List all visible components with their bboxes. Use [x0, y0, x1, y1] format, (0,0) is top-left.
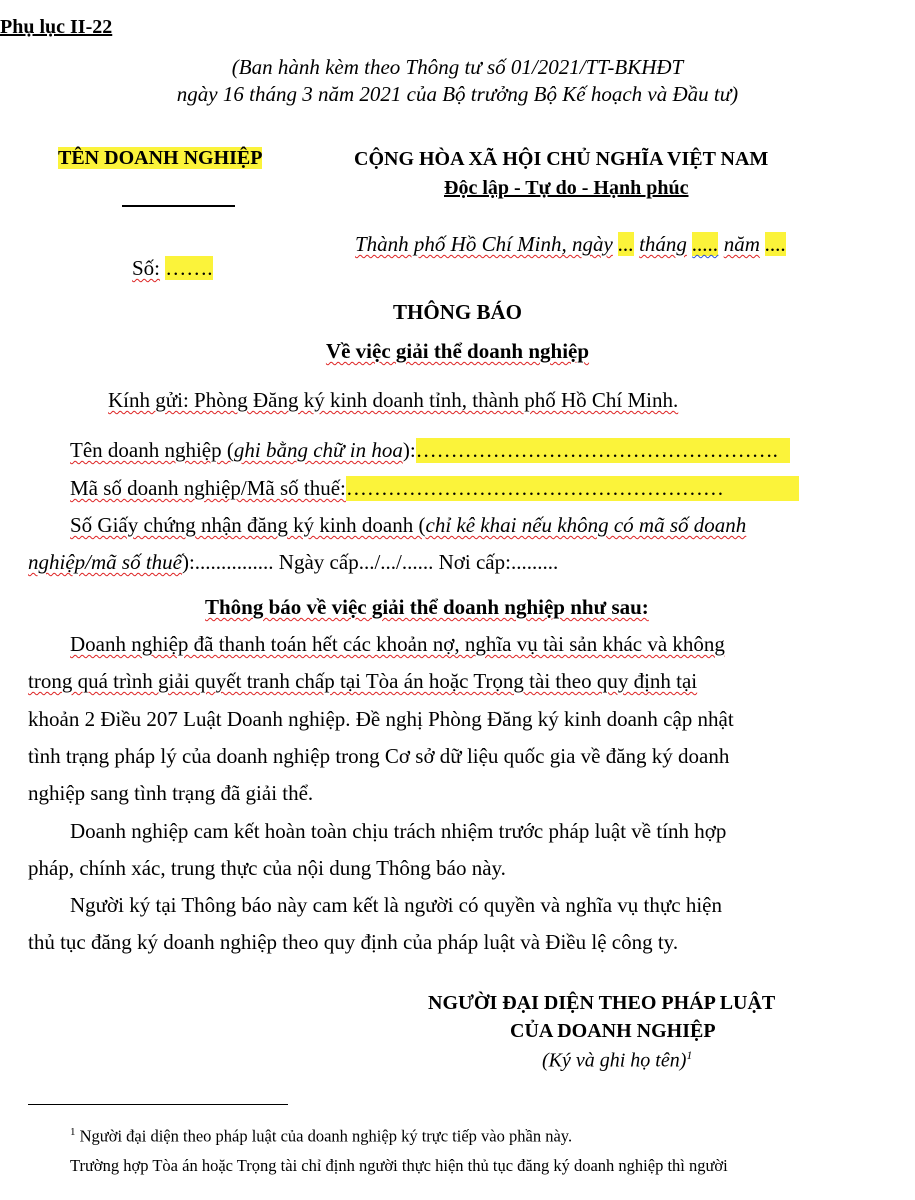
section-heading [205, 595, 649, 620]
tax-code-label: Mã số doanh nghiệp/Mã số thuế: [70, 476, 346, 500]
day-value: ... [618, 232, 634, 256]
company-name-suffix: ): [402, 438, 416, 462]
company-name-placeholder [58, 147, 262, 170]
p1-line-4: tình trạng pháp lý của doanh nghiệp trong Cơ sở dữ liệu quốc gia về đăng ký doanh [28, 744, 730, 768]
notice-subtitle [0, 339, 915, 364]
p3-line-2: thủ tục đăng ký doanh nghiệp theo quy định của pháp luật và Điều lệ công ty. [28, 930, 679, 954]
notice-subtitle-text: Về việc giải thể doanh nghiệp [325, 339, 590, 363]
p1-line-2-text: trong quá trình giải quyết tranh chấp tại Tòa án hoặc Trọng tài theo quy định tại [28, 669, 698, 693]
company-name-label: Tên doanh nghiệp ( [70, 438, 234, 462]
company-underline [122, 205, 235, 207]
motto [444, 177, 688, 200]
p1-line-1 [70, 632, 725, 657]
notice-title: THÔNG BÁO [393, 300, 522, 324]
p1-line-2 [28, 669, 697, 694]
tax-code-field [70, 476, 799, 501]
month-value: ..... [692, 232, 719, 256]
month-label: tháng [639, 232, 687, 256]
motto-text: Độc lập - Tự do - Hạnh phúc [444, 177, 689, 199]
issued-line-2: ngày 16 tháng 3 năm 2021 của Bộ trưởng Bộ Kế hoạch và Đầu tư) [176, 82, 739, 106]
company-name-hint: ghi bằng chữ in hoa [233, 438, 403, 462]
signature-note-text: (Ký và ghi họ tên) [542, 1049, 687, 1072]
number-value: ……. [165, 256, 213, 280]
footnote-text-1: Người đại diện theo pháp luật của doanh nghiệp ký trực tiếp vào phần này. [75, 1126, 573, 1146]
year-value: .... [765, 232, 787, 256]
certificate-hint-2: nghiệp/mã số thuế [28, 550, 182, 574]
signature-note [542, 1048, 692, 1073]
certificate-tail: ):............... Ngày cấp.../.../...... Nơi cấp:......... [181, 550, 559, 574]
p2-line-2: pháp, chính xác, trung thực của nội dung Thông báo này. [28, 856, 506, 880]
certificate-field-line1 [70, 513, 746, 538]
document-number [132, 256, 213, 281]
company-name-highlight: TÊN DOANH NGHIỆP [58, 147, 263, 169]
p1-line-3: khoản 2 Điều 207 Luật Doanh nghiệp. Đề nghị Phòng Đăng ký kinh doanh cập nhật [28, 707, 734, 731]
place-date-prefix: Thành phố Hồ Chí Minh, ngày [355, 232, 613, 256]
issued-line-1: (Ban hành kèm theo Thông tư số 01/2021/TT-BKHĐT [231, 55, 684, 79]
certificate-hint-1: chỉ kê khai nếu không có mã số doanh [425, 513, 747, 537]
number-label: Số: [132, 256, 161, 280]
tax-code-value: ……………………………………………… [346, 476, 799, 501]
company-name-field [70, 438, 790, 463]
p3-line-1: Người ký tại Thông báo này cam kết là người có quyền và nghĩa vụ thực hiện [70, 893, 722, 917]
appendix-title: Phụ lục II-22 [0, 16, 113, 38]
nation-title: CỘNG HÒA XÃ HỘI CHỦ NGHĨA VIỆT NAM [354, 148, 769, 170]
section-heading-text: Thông báo về việc giải thể doanh nghiệp như sau: [205, 595, 649, 619]
recipient-line [108, 388, 678, 413]
place-date-line [355, 232, 786, 257]
p1-line-5: nghiệp sang tình trạng đã giải thể. [28, 781, 314, 805]
signature-title-1: NGƯỜI ĐẠI DIỆN THEO PHÁP LUẬT [428, 992, 776, 1014]
footnote-separator [28, 1104, 288, 1105]
certificate-field-line2 [28, 550, 558, 575]
footnote-mark: 1 [70, 1126, 76, 1138]
recipient-text: Kính gửi: Phòng Đăng ký kinh doanh tỉnh, thành phố Hồ Chí Minh. [108, 388, 679, 412]
certificate-label: Số Giấy chứng nhận đăng ký kinh doanh ( [70, 513, 426, 537]
p1-line-1-text: Doanh nghiệp đã thanh toán hết các khoản nợ, nghĩa vụ tài sản khác và không [70, 632, 725, 656]
company-name-value: ……………………………………………. [416, 438, 790, 463]
signature-title-2: CỦA DOANH NGHIỆP [510, 1020, 716, 1042]
footnote-line-1 [70, 1126, 572, 1147]
p2-line-1: Doanh nghiệp cam kết hoàn toàn chịu trách nhiệm trước pháp luật về tính hợp [70, 819, 727, 843]
signature-note-ref: 1 [686, 1048, 693, 1062]
year-label: năm [723, 232, 760, 256]
footnote-line-2: Trường hợp Tòa án hoặc Trọng tài chỉ định người thực hiện thủ tục đăng ký doanh nghiệp thì người [70, 1156, 728, 1175]
